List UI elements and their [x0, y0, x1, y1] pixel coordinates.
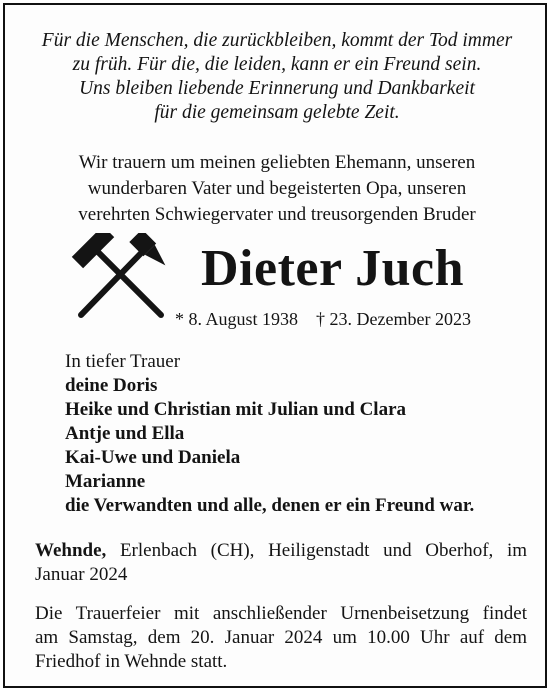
life-dates: [175, 307, 471, 331]
place-line: [35, 539, 527, 563]
place-date-block: [35, 539, 527, 587]
mourner-line: deine Doris: [65, 375, 158, 396]
funeral-line: Friedhof in Wehnde statt.: [35, 651, 228, 672]
poem-line: Uns bleiben liebende Erinnerung und Dankbarkeit: [79, 78, 475, 99]
obituary-frame: [3, 3, 547, 688]
intro-line: verehrten Schwiegervater und treusorgenden Bruder: [78, 204, 476, 225]
crossed-hammers-icon: [67, 233, 177, 323]
place-month: Januar 2024: [35, 564, 128, 585]
mourner-line: Heike und Christian mit Julian und Clara: [65, 399, 407, 420]
mourner-line: Marianne: [65, 471, 146, 492]
deceased-name: Dieter Juch: [201, 240, 465, 297]
funeral-line: Die Trauerfeier mit anschließender Urnenbeisetzung findet: [35, 603, 527, 624]
place-primary: Wehnde,: [35, 540, 107, 561]
poem-line: zu früh. Für die, die leiden, kann er ein Freund sein.: [72, 54, 482, 75]
poem-block: [5, 29, 549, 125]
intro-line: wunderbaren Vater und begeisterten Opa, unseren: [87, 178, 467, 199]
mourner-line: Antje und Ella: [65, 423, 185, 444]
intro-line: Wir trauern um meinen geliebten Ehemann, unseren: [78, 152, 476, 173]
funeral-notice: [35, 602, 527, 674]
mourners-lead: In tiefer Trauer: [65, 351, 181, 372]
poem-line: für die gemeinsam gelebte Zeit.: [154, 102, 400, 123]
intro-block: [5, 150, 549, 228]
place-others: Erlenbach (CH), Heiligenstadt und Oberhof, im: [119, 540, 528, 561]
mourner-line: Kai-Uwe und Daniela: [65, 447, 241, 468]
birth-date: * 8. August 1938: [175, 309, 299, 329]
funeral-line: am Samstag, dem 20. Januar 2024 um 10.00 Uhr auf dem: [35, 627, 527, 648]
death-date: † 23. Dezember 2023: [316, 309, 471, 329]
mourner-line: die Verwandten und alle, denen er ein Freund war.: [65, 495, 475, 516]
poem-line: Für die Menschen, die zurückbleiben, kommt der Tod immer: [41, 30, 513, 51]
mourners-block: [65, 350, 474, 518]
